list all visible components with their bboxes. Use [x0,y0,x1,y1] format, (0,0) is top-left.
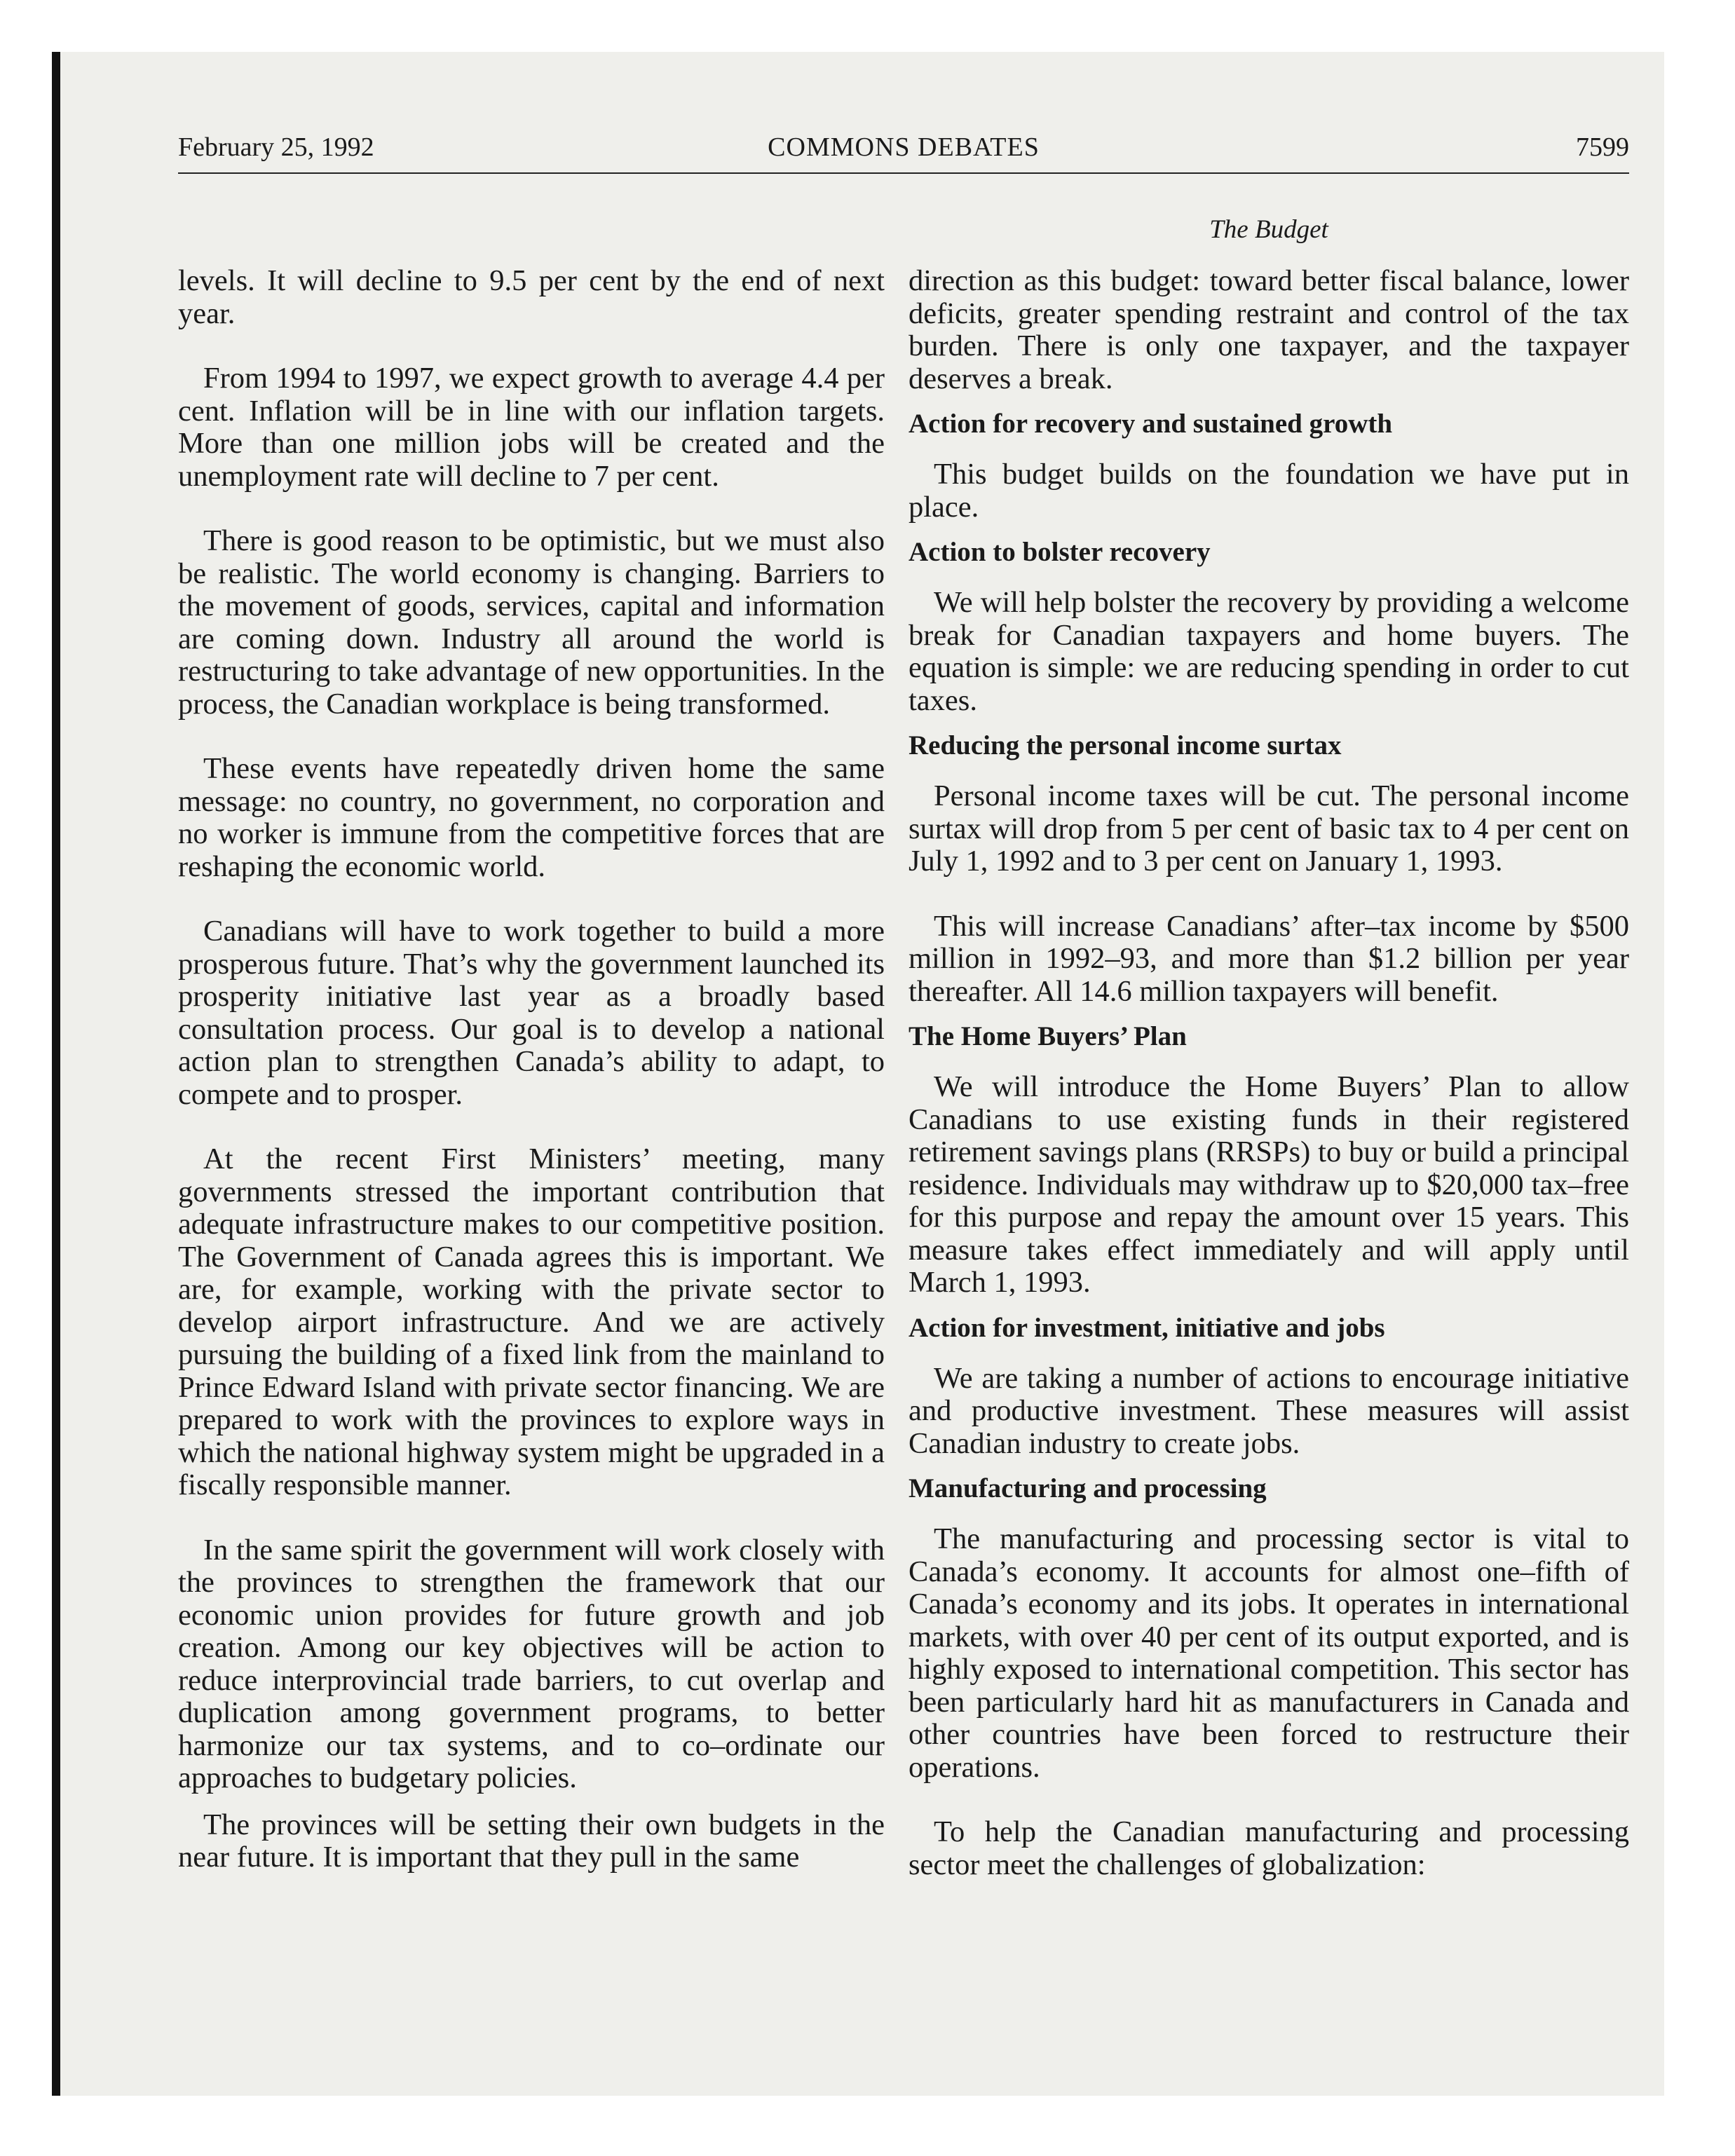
paragraph: There is good reason to be optimistic, but we must also be realistic. The world economy is changing. Barriers to the movement of goods, services, capital and information are coming down. Industry all around the world is restructuring to take advantage of new opportunities. In the process, the Canadian workplace is being transformed. [178,524,885,721]
section-heading: Manufacturing and processing [909,1473,1267,1503]
section-heading: Action for recovery and sustained growth [909,409,1393,439]
paragraph: This will increase Canadians’ after–tax income by $500 million in 1992–93, and more than $1.2 billion per year thereafter. All 14.6 million taxpayers will benefit. [909,909,1629,1008]
paragraph: direction as this budget: toward better fiscal balance, lower deficits, greater spending restraint and control of the tax burden. There is only one taxpayer, and the taxpayer deserves a break. [909,264,1629,395]
header-rule [178,172,1629,174]
section-heading: Reducing the personal income surtax [909,730,1342,760]
paragraph: At the recent First Ministers’ meeting, many governments stressed the important contribution that adequate infrastructure makes to our competitive position. The Government of Canada agrees this is important. We are, for example, working with the private sector to develop airport infrastructure. And we are actively pursuing the building of a fixed link from the mainland to Prince Edward Island with private sector financing. We are prepared to work with the provinces to explore ways in which the national highway system might be upgraded in a fiscally responsible manner. [178,1142,885,1501]
paragraph: To help the Canadian manufacturing and processing sector meet the challenges of globalization: [909,1815,1629,1881]
scan-edge-shadow [52,52,60,2096]
paragraph: In the same spirit the government will work closely with the provinces to strengthen the framework that our economic union provides for future growth and job creation. Among our key objectives will be action to reduce interprovincial trade barriers, to cut overlap and duplication among government programs, to better harmonize our tax systems, and to co–ordinate our approaches to budgetary policies. [178,1533,885,1794]
running-head: The Budget [1209,215,1328,244]
paragraph: The manufacturing and processing sector is vital to Canada’s economy. It accounts for almost one–fifth of Canada’s economy and its jobs. It operates in international markets, with over 40 per cent of its output exported, and is highly exposed to international competition. This sector has been particularly hard hit as manufacturers in Canada and other countries have been forced to restructure their operations. [909,1522,1629,1784]
section-heading: Action to bolster recovery [909,537,1211,567]
paragraph: Personal income taxes will be cut. The personal income surtax will drop from 5 per cent of basic tax to 4 per cent on July 1, 1992 and to 3 per cent on January 1, 1993. [909,779,1629,878]
paragraph: These events have repeatedly driven home the same message: no country, no government, no corporation and no worker is immune from the competitive forces that are reshaping the economic world. [178,752,885,883]
header-date: February 25, 1992 [178,132,374,162]
left-column [178,265,885,1874]
section-heading: Action for investment, initiative and jobs [909,1312,1385,1343]
paragraph: levels. It will decline to 9.5 per cent by the end of next year. [178,264,885,330]
paragraph: The provinces will be setting their own budgets in the near future. It is important that they pull in the same [178,1808,885,1874]
paragraph: We will introduce the Home Buyers’ Plan to allow Canadians to use existing funds in their registered retirement savings plans (RRSPs) to buy or build a principal residence. Individuals may withdraw up to $20,000 tax–free for this purpose and repay the amount over 15 years. This measure takes effect immediately and will apply until March 1, 1993. [909,1070,1629,1299]
paragraph: Canadians will have to work together to build a more prosperous future. That’s why the government launched its prosperity initiative last year as a broadly based consultation process. Our goal is to develop a national action plan to strengthen Canada’s ability to adapt, to compete and to prosper. [178,915,885,1111]
right-column [909,265,1629,1881]
page-number: 7599 [1576,132,1629,162]
section-heading: The Home Buyers’ Plan [909,1021,1187,1051]
paragraph: We are taking a number of actions to encourage initiative and productive investment. These measures will assist Canadian industry to create jobs. [909,1361,1629,1460]
page-header [178,132,1629,171]
paragraph: From 1994 to 1997, we expect growth to average 4.4 per cent. Inflation will be in line with our inflation targets. More than one million jobs will be created and the unemployment rate will decline to 7 per cent. [178,362,885,493]
paragraph: This budget builds on the foundation we have put in place. [909,458,1629,524]
paragraph: We will help bolster the recovery by providing a welcome break for Canadian taxpayers and home buyers. The equation is simple: we are reducing spending in order to cut taxes. [909,586,1629,717]
header-title: COMMONS DEBATES [768,132,1040,162]
